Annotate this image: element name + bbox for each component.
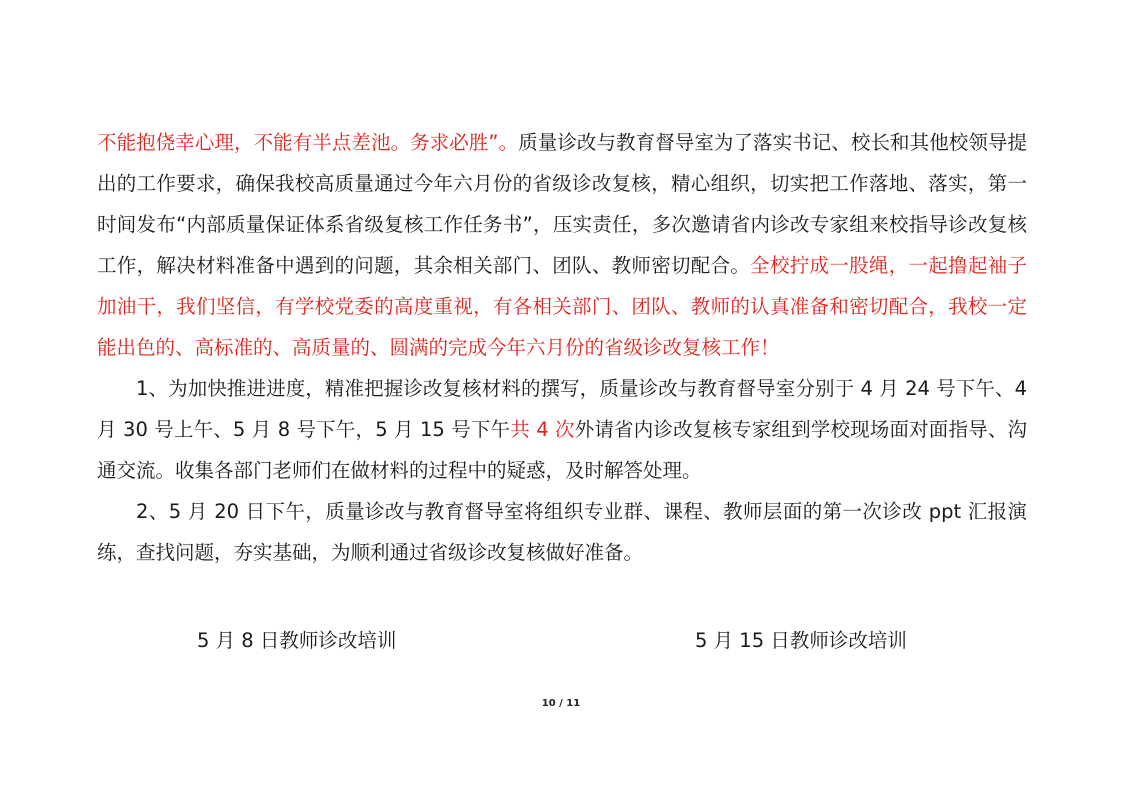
intro-red-tail: 全校拧成一股绳，一起撸起袖子加油干，我们坚信，有学校党委的高度重视，有各相关部门、团队、教师的认真准备和密切配合，我校一定能出色的、高标准的、高质量的、圆满的完成今年六月份的省级诊改复核工作！ <box>97 254 1027 359</box>
caption-right: 5 月 15 日教师诊改培训 <box>695 629 907 652</box>
page-number: 10 / 11 <box>541 698 581 709</box>
intro-paragraph <box>97 122 1027 368</box>
item-2-paragraph <box>97 491 1027 573</box>
item-1-text-after: 外请省内诊改复核专家组到学校现场面对面指导、沟通交流。收集各部门老师们在做材料的过程中的疑惑，及时解答处理。 <box>97 418 1027 482</box>
item-1-text-before: 1、为加快推进进度，精准把握诊改复核材料的撰写，质量诊改与教育督导室分别于 4 月 24 号下午、4 月 30 号上午、5 月 8 号下午，5 月 15 号下午 <box>97 377 1027 441</box>
intro-red-lead: 不能抱侥幸心理，不能有半点差池。务求必胜”。 <box>97 131 519 154</box>
item-1-paragraph <box>97 368 1027 491</box>
caption-left: 5 月 8 日教师诊改培训 <box>197 629 397 652</box>
item-1-highlight: 共 4 次 <box>510 418 575 441</box>
document-body <box>97 122 1027 573</box>
item-2-text: 2、5 月 20 日下午，质量诊改与教育督导室将组织专业群、课程、教师层面的第一次诊改 ppt 汇报演练，查找问题，夯实基础，为顺利通过省级诊改复核做好准备。 <box>97 500 1027 564</box>
intro-body-text: 质量诊改与教育督导室为了落实书记、校长和其他校领导提出的工作要求，确保我校高质量通过今年六月份的省级诊改复核，精心组织，切实把工作落地、落实，第一时间发布“内部质量保证体系省级复核工作任务书”，压实责任，多次邀请省内诊改专家组来校指导诊改复核工作，解决材料准备中遇到的问题，其余相关部门、团队、教师密切配合。 <box>97 131 1027 277</box>
